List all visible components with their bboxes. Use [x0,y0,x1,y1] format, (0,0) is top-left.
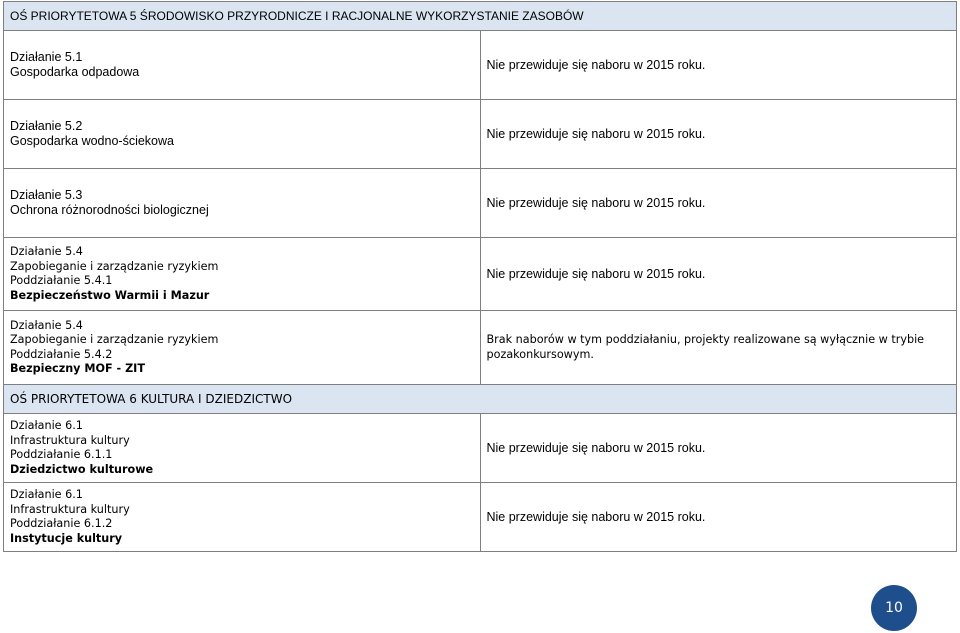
section-header: OŚ PRIORYTETOWA 6 KULTURA I DZIEDZICTWO [4,385,957,414]
status-cell: Nie przewiduje się naboru w 2015 roku. [480,31,957,100]
subaction-number: Poddziałanie 6.1.2 [10,517,113,530]
action-title: Infrastruktura kultury [10,433,130,447]
table-row [4,414,957,483]
table-row [4,311,957,385]
action-cell [4,414,481,483]
section-header-row [4,2,957,31]
section-header: OŚ PRIORYTETOWA 5 ŚRODOWISKO PRZYRODNICZE I RACJONALNE WYKORZYSTANIE ZASOBÓW [4,2,957,31]
status-cell: Nie przewiduje się naboru w 2015 roku. [480,483,957,552]
action-title: Infrastruktura kultury [10,502,130,516]
action-cell [4,100,481,169]
status-cell: Brak naborów w tym poddziałaniu, projekty realizowane są wyłącznie w trybie pozakonkursowym. [480,311,957,385]
action-title: Ochrona różnorodności biologicznej [10,203,209,217]
action-title: Gospodarka wodno-ściekowa [10,134,174,148]
action-cell [4,31,481,100]
subaction-title: Dziedzictwo kulturowe [10,462,154,476]
action-title: Zapobieganie i zarządzanie ryzykiem [10,333,219,346]
action-number: Działanie 6.1 [10,488,83,501]
action-number: Działanie 6.1 [10,419,83,432]
action-cell [4,238,481,311]
table-row [4,31,957,100]
nabory-table [3,1,957,552]
action-number: Działanie 5.4 [10,318,83,332]
subaction-title: Instytucje kultury [10,531,123,545]
subaction-title: Bezpieczny MOF - ZIT [10,362,145,375]
action-title: Zapobieganie i zarządzanie ryzykiem [10,259,219,273]
table-row [4,483,957,552]
subaction-number: Poddziałanie 6.1.1 [10,448,113,461]
section-header-row [4,385,957,414]
subaction-title: Bezpieczeństwo Warmii i Mazur [10,288,210,302]
action-number: Działanie 5.1 [10,50,83,64]
status-cell: Nie przewiduje się naboru w 2015 roku. [480,414,957,483]
table-row [4,169,957,238]
status-cell: Nie przewiduje się naboru w 2015 roku. [480,169,957,238]
action-number: Działanie 5.4 [10,245,83,258]
status-cell: Nie przewiduje się naboru w 2015 roku. [480,100,957,169]
page-number-badge: 10 [871,585,917,631]
action-cell [4,169,481,238]
status-cell: Nie przewiduje się naboru w 2015 roku. [480,238,957,311]
action-cell [4,311,481,385]
table-row [4,238,957,311]
table-row [4,100,957,169]
action-number: Działanie 5.3 [10,188,83,202]
subaction-number: Poddziałanie 5.4.2 [10,347,113,361]
action-number: Działanie 5.2 [10,119,83,133]
subaction-number: Poddziałanie 5.4.1 [10,274,113,287]
action-cell [4,483,481,552]
action-title: Gospodarka odpadowa [10,65,140,79]
